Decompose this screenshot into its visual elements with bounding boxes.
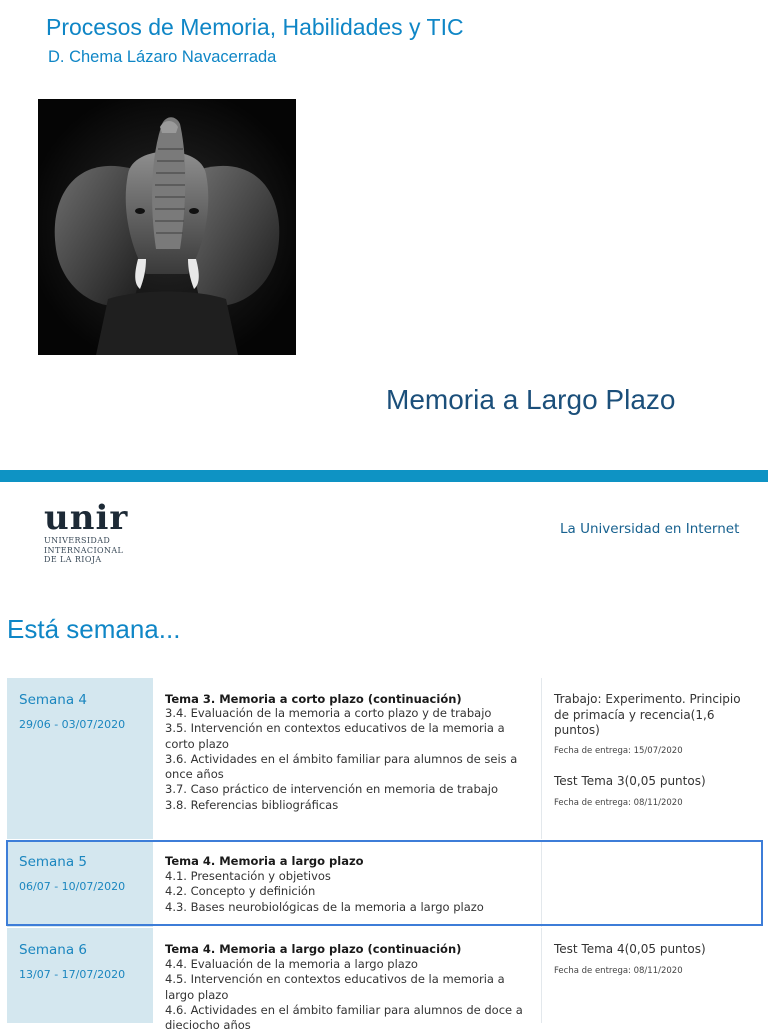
tema-title: Tema 4. Memoria a largo plazo xyxy=(165,854,364,868)
tema-sections xyxy=(165,957,533,1033)
tagline: La Universidad en Internet xyxy=(560,521,740,537)
list-item: 4.1. Presentación y objetivos xyxy=(165,869,331,883)
logo-wordmark: unir xyxy=(44,498,129,538)
content-cell xyxy=(153,928,541,1033)
task-name: Trabajo: Experimento. Principio de primacía y recencia(1,6 puntos) xyxy=(554,692,741,737)
week-dates: 13/07 - 17/07/2020 xyxy=(19,968,126,981)
logo-subtitle-1: UNIVERSIDAD xyxy=(44,536,111,545)
week-dates: 29/06 - 03/07/2020 xyxy=(19,718,126,731)
week-cell xyxy=(7,678,153,839)
list-item: 4.4. Evaluación de la memoria a largo plazo xyxy=(165,957,418,971)
week-name: Semana 4 xyxy=(19,692,88,708)
list-item: 4.5. Intervención en contextos educativos de la memoria a largo plazo xyxy=(165,972,505,1002)
topic-title: Memoria a Largo Plazo xyxy=(386,384,676,415)
tasks-cell xyxy=(541,678,763,839)
tema-sections xyxy=(165,869,533,915)
tema-title: Tema 4. Memoria a largo plazo (continuación) xyxy=(165,942,462,956)
week-dates: 06/07 - 10/07/2020 xyxy=(19,880,126,893)
task-name: Test Tema 4(0,05 puntos) xyxy=(554,942,706,956)
week-cell xyxy=(7,840,153,927)
list-item: 3.4. Evaluación de la memoria a corto plazo y de trabajo xyxy=(165,706,492,720)
list-item: 4.6. Actividades en el ámbito familiar para alumnos de doce a dieciocho años xyxy=(165,1002,523,1033)
logo-subtitle-2: INTERNACIONAL xyxy=(44,545,124,555)
tasks-cell xyxy=(541,840,763,927)
elephant-photo xyxy=(38,99,296,355)
course-title: Procesos de Memoria, Habilidades y TIC xyxy=(46,14,464,40)
list-item: 3.6. Actividades en el ámbito familiar para alumnos de seis a once años xyxy=(165,751,518,782)
schedule-table xyxy=(7,678,763,1033)
list-item: 3.7. Caso práctico de intervención en memoria de trabajo xyxy=(165,782,499,797)
logo-subtitle-3: DE LA RIOJA xyxy=(44,555,102,564)
title-slide xyxy=(0,0,768,470)
task-date: Fecha de entrega: 15/07/2020 xyxy=(554,746,683,756)
elephant-image-icon xyxy=(38,99,296,355)
table-row xyxy=(7,928,763,1033)
unir-logo xyxy=(44,500,128,565)
task-date: Fecha de entrega: 08/11/2020 xyxy=(554,966,683,976)
list-item: 4.3. Bases neurobiológicas de la memoria a largo plazo xyxy=(165,899,484,914)
content-cell xyxy=(153,678,541,839)
table-row xyxy=(7,840,763,928)
section-title: Está semana... xyxy=(7,614,181,644)
week-cell xyxy=(7,928,153,1023)
task-date: Fecha de entrega: 08/11/2020 xyxy=(554,798,683,808)
schedule-slide xyxy=(0,482,768,1033)
task-name: Test Tema 3(0,05 puntos) xyxy=(554,774,706,788)
content-cell xyxy=(153,840,541,927)
tema-sections xyxy=(165,706,533,813)
tasks-cell xyxy=(541,928,763,1023)
slide-divider xyxy=(0,470,768,482)
list-item: 3.8. Referencias bibliográficas xyxy=(165,797,339,812)
author-name: D. Chema Lázaro Navacerrada xyxy=(48,48,277,66)
list-item: 4.2. Concepto y definición xyxy=(165,884,316,899)
week-name: Semana 5 xyxy=(19,854,88,870)
table-row xyxy=(7,678,763,840)
list-item: 3.5. Intervención en contextos educativos de la memoria a corto plazo xyxy=(165,721,505,751)
week-name: Semana 6 xyxy=(19,942,88,958)
tema-title: Tema 3. Memoria a corto plazo (continuación) xyxy=(165,692,462,706)
